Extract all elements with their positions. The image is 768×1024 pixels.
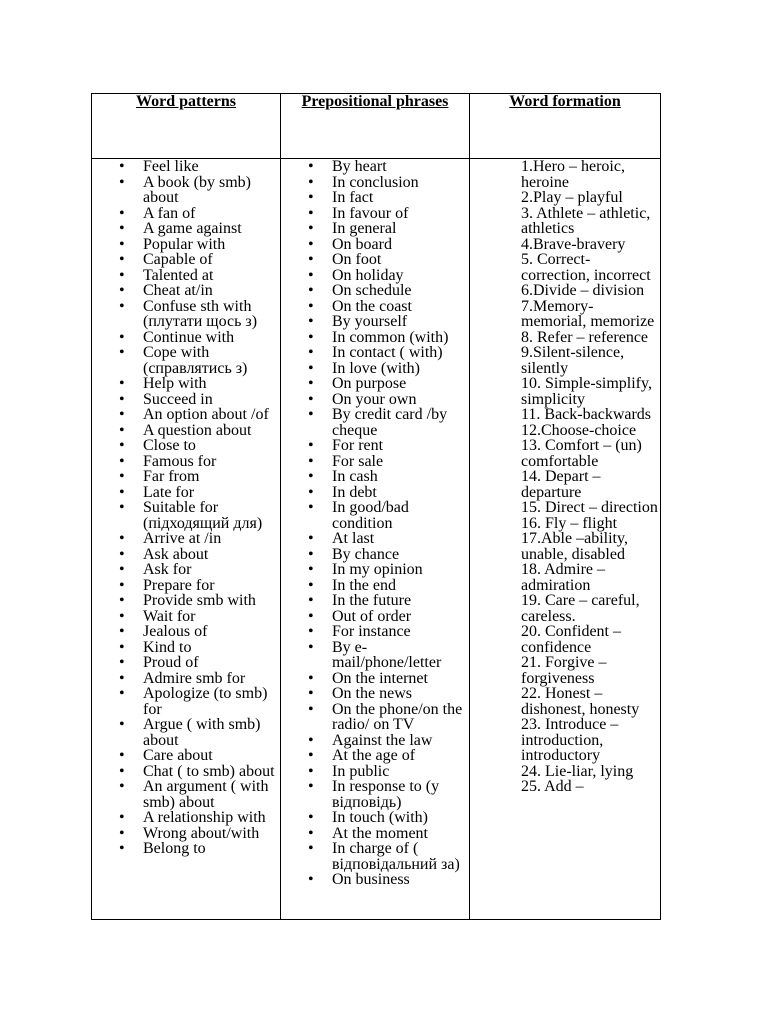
prepositional-phrase-item: • On the phone/on the radio/ on TV (281, 702, 469, 733)
word-formation-item: 24. Lie-liar, lying (521, 762, 634, 780)
word-pattern-item: • Suitable for (підходящий для) (92, 500, 280, 531)
prepositional-phrase-item: • By heart (281, 159, 469, 175)
prepositional-phrase-item: • At the moment (281, 826, 469, 842)
word-formation-item: 19. Care – careful, careless. (521, 592, 640, 625)
word-pattern-item: • Prepare for (92, 578, 280, 594)
prepositional-phrase-item: • For sale (281, 454, 469, 470)
prepositional-phrase-item: • On purpose (281, 376, 469, 392)
prepositional-phrase-item: • Out of order (281, 609, 469, 625)
prepositional-phrases-list (281, 159, 469, 888)
prepositional-phrase-item: • On the coast (281, 299, 469, 315)
prepositional-phrase-item: • In favour of (281, 206, 469, 222)
word-formation-item: 15. Direct – direction (521, 499, 658, 516)
word-pattern-item: • Far from (92, 469, 280, 485)
prepositional-phrase-item: • On board (281, 237, 469, 253)
word-formation-item: 3. Athlete – athletic, athletics (521, 204, 651, 237)
word-formation-item: 18. Admire – admiration (521, 561, 605, 594)
prepositional-phrase-item: • By chance (281, 547, 469, 563)
word-formation-item: 12.Choose-choice (521, 421, 637, 439)
word-pattern-item: • Belong to (92, 841, 280, 857)
word-pattern-item: • An argument ( with smb) about (92, 779, 280, 810)
word-pattern-item: • Close to (92, 438, 280, 454)
word-formation-item: 9.Silent-silence, silently (521, 344, 625, 377)
word-pattern-item: • Ask for (92, 562, 280, 578)
prepositional-phrase-item: • In contact ( with) (281, 345, 469, 361)
prepositional-phrase-item: • By yourself (281, 314, 469, 330)
word-pattern-item: • Admire smb for (92, 671, 280, 687)
content-row (92, 159, 661, 920)
prepositional-phrase-item: • In public (281, 764, 469, 780)
word-pattern-item: • A book (by smb) about (92, 175, 280, 206)
prepositional-phrase-item: • In touch (with) (281, 810, 469, 826)
word-formation-item: 22. Honest – dishonest, honesty (521, 685, 640, 718)
word-pattern-item: • Jealous of (92, 624, 280, 640)
word-pattern-item: • Care about (92, 748, 280, 764)
prepositional-phrase-item: • On business (281, 872, 469, 888)
word-pattern-item: • A fan of (92, 206, 280, 222)
prepositional-phrase-item: • On the news (281, 686, 469, 702)
word-pattern-item: • Cope with (справлятись з) (92, 345, 280, 376)
prepositional-phrase-item: • At last (281, 531, 469, 547)
word-formation-item: 23. Introduce – introduction, introductory (521, 716, 619, 764)
prepositional-phrase-item: • In my opinion (281, 562, 469, 578)
prepositional-phrases-cell (281, 159, 470, 920)
prepositional-phrase-item: • By credit card /by cheque (281, 407, 469, 438)
prepositional-phrase-item: • On holiday (281, 268, 469, 284)
prepositional-phrase-item: • In good/bad condition (281, 500, 469, 531)
header-row (92, 94, 661, 159)
word-formation-cell (470, 159, 661, 920)
prepositional-phrase-item: • Against the law (281, 733, 469, 749)
word-pattern-item: • Capable of (92, 252, 280, 268)
word-formation-item: 17.Able –ability, unable, disabled (521, 530, 628, 563)
prepositional-phrase-item: • By e-mail/phone/letter (281, 640, 469, 671)
prepositional-phrase-item: • In love (with) (281, 361, 469, 377)
word-pattern-item: • Argue ( with smb) about (92, 717, 280, 748)
word-pattern-item: • Provide smb with (92, 593, 280, 609)
word-pattern-item: • Continue with (92, 330, 280, 346)
word-formation-item: 11. Back-backwards (521, 406, 652, 423)
word-pattern-item: • A relationship with (92, 810, 280, 826)
word-formation-item: 1.Hero – heroic, heroine (521, 158, 625, 191)
word-pattern-item: • Wait for (92, 609, 280, 625)
prepositional-phrase-item: • In fact (281, 190, 469, 206)
prepositional-phrase-item: • In conclusion (281, 175, 469, 191)
word-formation-item: 21. Forgive – forgiveness (521, 654, 607, 687)
prepositional-phrase-item: • At the age of (281, 748, 469, 764)
word-pattern-item: • Help with (92, 376, 280, 392)
word-pattern-item: • Proud of (92, 655, 280, 671)
prepositional-phrase-item: • For rent (281, 438, 469, 454)
word-formation-item: 25. Add – (521, 778, 584, 795)
word-formation-item: 7.Memory-memorial, memorize (521, 297, 655, 330)
word-pattern-item: • Wrong about/with (92, 826, 280, 842)
word-pattern-item: • Ask about (92, 547, 280, 563)
word-pattern-item: • A game against (92, 221, 280, 237)
prepositional-phrase-item: • In the end (281, 578, 469, 594)
word-pattern-item: • Talented at (92, 268, 280, 284)
word-pattern-item: • Feel like (92, 159, 280, 175)
prepositional-phrase-item: • For instance (281, 624, 469, 640)
prepositional-phrase-item: • On your own (281, 392, 469, 408)
word-patterns-cell (92, 159, 281, 920)
word-pattern-item: • A question about (92, 423, 280, 439)
prepositional-phrase-item: • In response to (у відповідь) (281, 779, 469, 810)
word-formation-item: 13. Comfort – (un) comfortable (521, 437, 642, 470)
word-formation-item: 16. Fly – flight (521, 514, 618, 532)
header-word-patterns: Word patterns (92, 94, 281, 159)
word-formation-item: 8. Refer – reference (521, 328, 649, 346)
word-formation-list (470, 159, 660, 795)
word-pattern-item: • Chat ( to smb) about (92, 764, 280, 780)
header-word-formation: Word formation (470, 94, 661, 159)
prepositional-phrase-item: • In charge of ( відповідальний за) (281, 841, 469, 872)
word-pattern-item: • Late for (92, 485, 280, 501)
prepositional-phrase-item: • In debt (281, 485, 469, 501)
word-formation-item: 20. Confident – confidence (521, 623, 621, 656)
word-formation-item: 2.Play – playful (521, 189, 623, 206)
word-formation-item: 5. Correct-correction, incorrect (521, 251, 651, 284)
word-pattern-item: • Arrive at /in (92, 531, 280, 547)
prepositional-phrase-item: • On the internet (281, 671, 469, 687)
prepositional-phrase-item: • In the future (281, 593, 469, 609)
word-pattern-item: • Succeed in (92, 392, 280, 408)
word-pattern-item: • Famous for (92, 454, 280, 470)
prepositional-phrase-item: • In common (with) (281, 330, 469, 346)
header-prepositional-phrases: Prepositional phrases (281, 94, 470, 159)
word-pattern-item: • Cheat at/in (92, 283, 280, 299)
word-pattern-item: • Kind to (92, 640, 280, 656)
prepositional-phrase-item: • In cash (281, 469, 469, 485)
prepositional-phrase-item: • On foot (281, 252, 469, 268)
prepositional-phrase-item: • On schedule (281, 283, 469, 299)
vocabulary-table (91, 93, 661, 920)
word-pattern-item: • Popular with (92, 237, 280, 253)
word-pattern-item: • An option about /of (92, 407, 280, 423)
word-pattern-item: • Confuse sth with (плутати щось з) (92, 299, 280, 330)
word-formation-item: 6.Divide – division (521, 282, 645, 299)
word-formation-item: 4.Brave-bravery (521, 235, 626, 253)
word-pattern-item: • Apologize (to smb) for (92, 686, 280, 717)
word-formation-item: 10. Simple-simplify, simplicity (521, 375, 652, 408)
prepositional-phrase-item: • In general (281, 221, 469, 237)
word-formation-item: 14. Depart – departure (521, 468, 601, 501)
word-patterns-list (92, 159, 280, 857)
